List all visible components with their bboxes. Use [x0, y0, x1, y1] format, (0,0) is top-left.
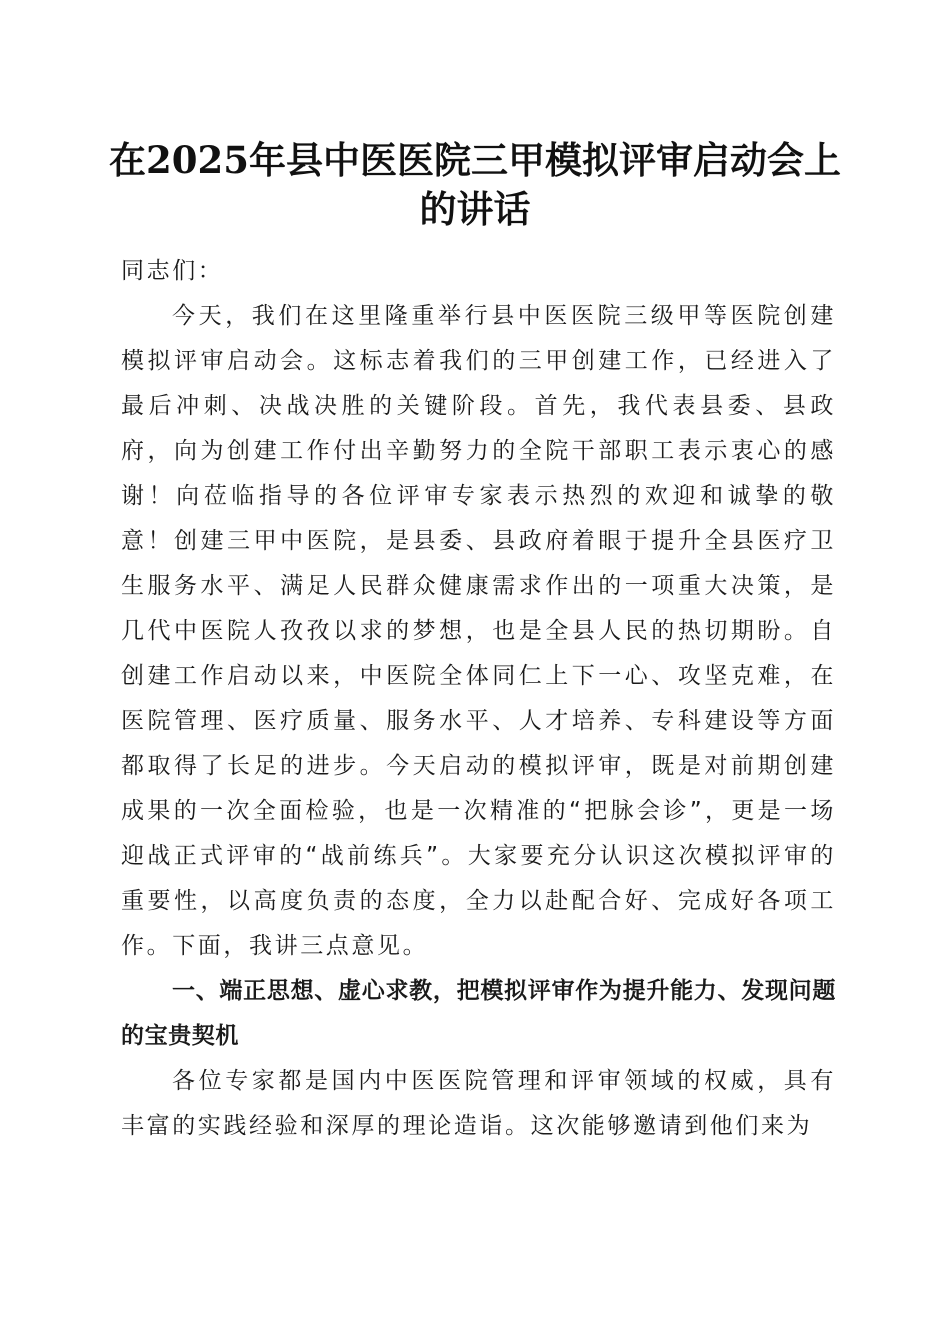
salutation: 同志们：: [121, 258, 224, 284]
document-title: 在2025年县中医医院三甲模拟评审启动会上的讲话: [109, 138, 841, 231]
body-paragraph: 今天，我们在这里隆重举行县中医医院三级甲等医院创建模拟评审启动会。这标志着我们的三甲创建工作，已经进入了最后冲刺、决战决胜的关键阶段。首先，我代表县委、县政府，向为创建工作付出辛勤努力的全院干部职工表示衷心的感谢！向莅临指导的各位评审专家表示热烈的欢迎和诚挚的敬意！创建三甲中医院，是县委、县政府着眼于提升全县医疗卫生服务水平、满足人民群众健康需求作出的一项重大决策，是几代中医院人孜孜以求的梦想，也是全县人民的热切期盼。自创建工作启动以来，中医院全体同仁上下一心、攻坚克难，在医院管理、医疗质量、服务水平、人才培养、专科建设等方面都取得了长足的进步。今天启动的模拟评审，既是对前期创建成果的一次全面检验，也是一次精准的“把脉会诊”，更是一场迎战正式评审的“战前练兵”。大家要充分认识这次模拟评审的重要性，以高度负责的态度，全力以赴配合好、完成好各项工作。下面，我讲三点意见。: [121, 303, 836, 959]
document-body: [121, 249, 836, 1149]
section-heading: 一、端正思想、虚心求教，把模拟评审作为提升能力、发现问题的宝贵契机: [121, 978, 836, 1049]
body-paragraph: 各位专家都是国内中医医院管理和评审领域的权威，具有丰富的实践经验和深厚的理论造诣。这次能够邀请到他们来为: [121, 1068, 836, 1139]
